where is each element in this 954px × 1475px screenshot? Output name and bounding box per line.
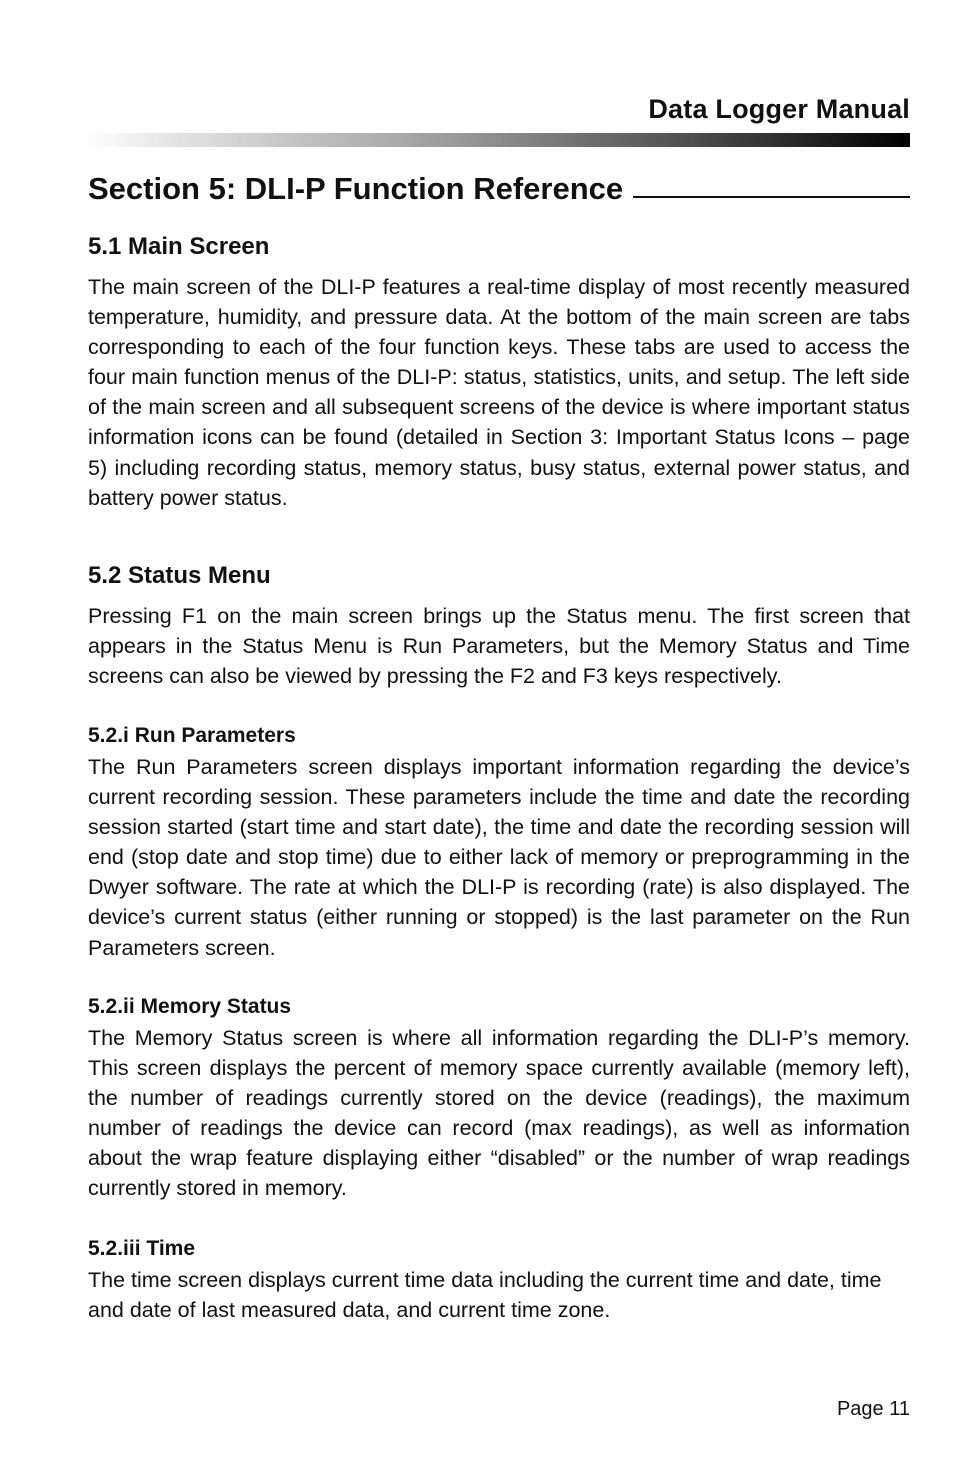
heading-status-menu: 5.2 Status Menu [88, 562, 271, 589]
paragraph-status-menu: Pressing F1 on the main screen brings up the Status menu. The first screen that appears in the Status Menu is Run Parameters, but the Memory Status and Time screens can also be viewed by pressing the F2 and F3 keys respectively. [88, 604, 910, 689]
section-title-row [88, 168, 910, 208]
heading-run-parameters: 5.2.i Run Parameters [88, 724, 296, 747]
header-gradient-bar [82, 133, 910, 147]
heading-main-screen: 5.1 Main Screen [88, 233, 270, 260]
heading-memory-status: 5.2.ii Memory Status [88, 995, 292, 1018]
heading-time: 5.2.iii Time [88, 1237, 195, 1260]
section-title: Section 5: DLI-P Function Reference [88, 171, 624, 206]
running-header: Data Logger Manual [648, 94, 910, 124]
paragraph-time: The time screen displays current time data including the current time and date, time and date of last measured data, and current time zone. [88, 1268, 882, 1323]
paragraph-memory-status: The Memory Status screen is where all information regarding the DLI-P’s memory. This screen displays the percent of memory space currently available (memory left), the number of readings currently stored on the device (readings), the maximum number of readings the device can record (max readings), as well as information about the wrap feature displaying either “disabled” or the number of wrap readings currently stored in memory. [88, 1026, 910, 1201]
paragraph-main-screen: The main screen of the DLI-P features a real-time display of most recently measured temperature, humidity, and pressure data. At the bottom of the main screen are tabs corresponding to each of the four function keys. These tabs are used to access the four main function menus of the DLI-P: status, statistics, units, and setup. The left side of the main screen and all subsequent screens of the device is where important status information icons can be found (detailed in Section 3: Important Status Icons – page 5) including recording status, memory status, busy status, external power status, and battery power status. [88, 275, 910, 510]
paragraph-run-parameters: The Run Parameters screen displays important information regarding the device’s current recording session. These parameters include the time and date the recording session started (start time and start date), the time and date the recording session will end (stop date and stop time) due to either lack of memory or preprogramming in the Dwyer software. The rate at which the DLI-P is recording (rate) is also displayed. The device’s current status (either running or stopped) is the last parameter on the Run Parameters screen. [88, 755, 910, 960]
page-number: Page 11 [836, 1398, 910, 1420]
title-rule [633, 196, 910, 198]
